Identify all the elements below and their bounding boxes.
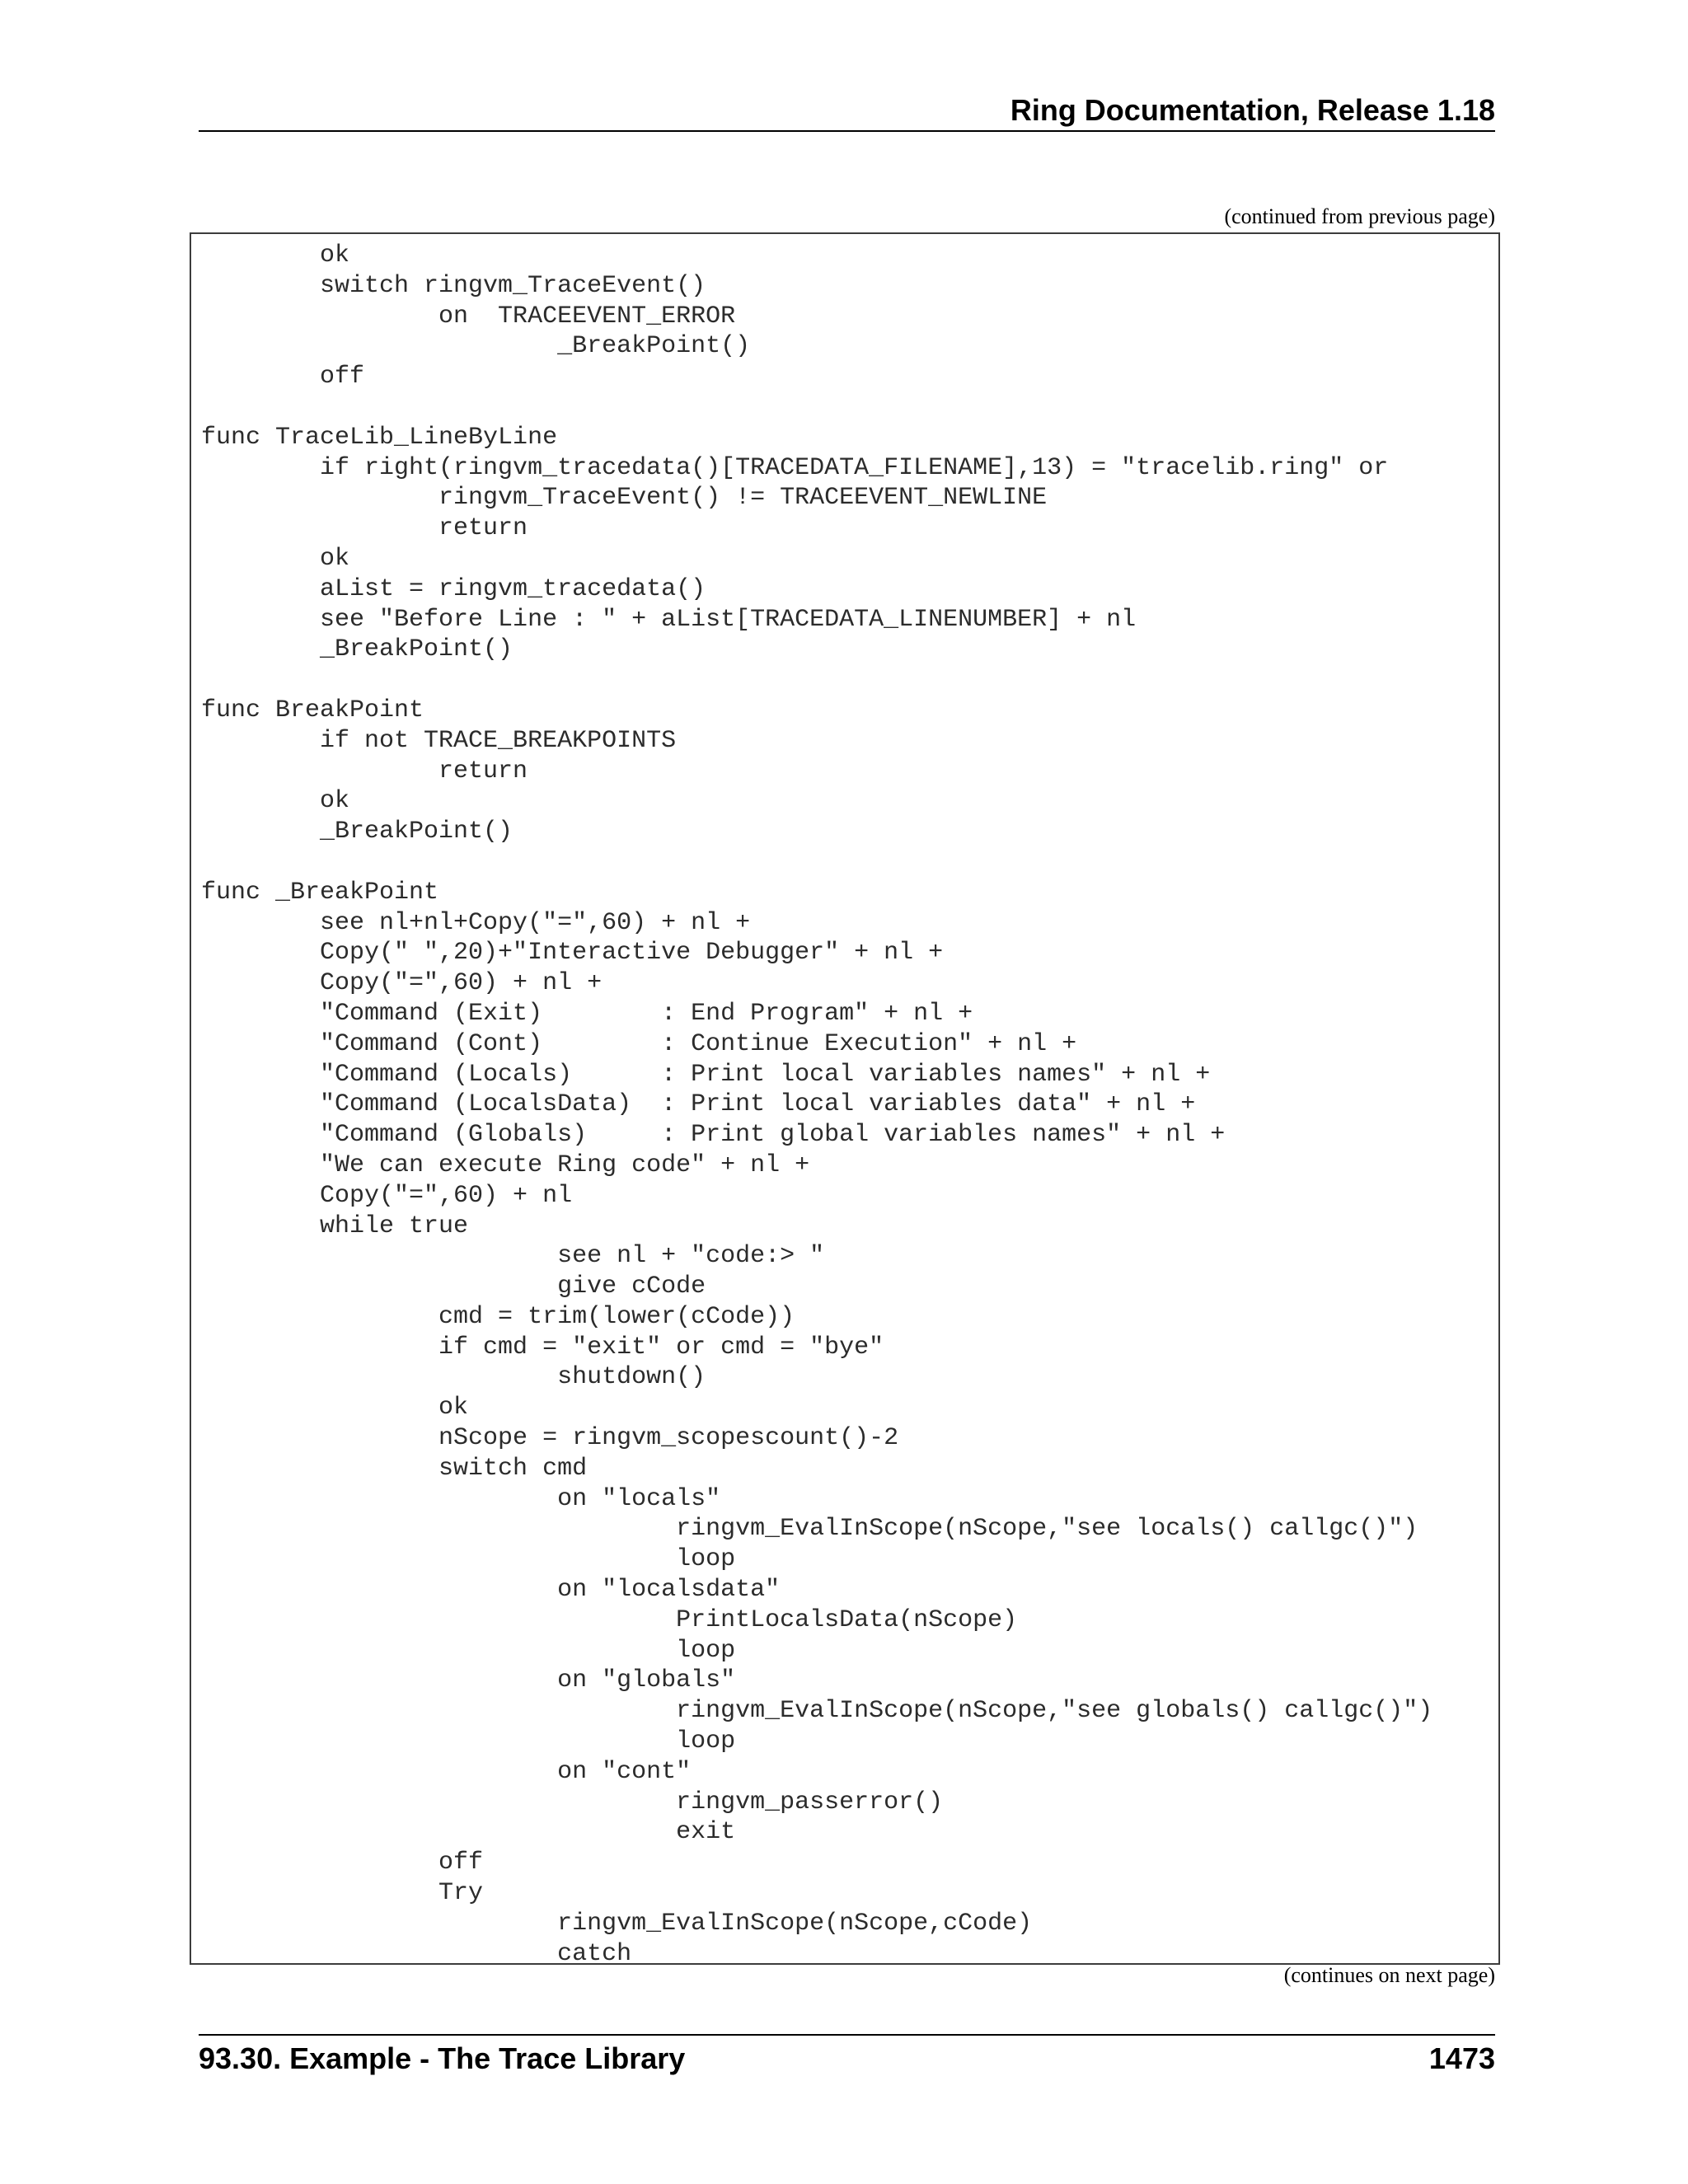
code-line: _BreakPoint()	[201, 818, 513, 846]
code-line: see nl + "code:> "	[201, 1242, 825, 1271]
code-line: "Command (Globals) : Print global variables names" + nl +	[201, 1121, 1226, 1150]
code-line: cmd = trim(lower(cCode))	[201, 1302, 795, 1331]
code-line: switch ringvm_TraceEvent()	[201, 271, 706, 300]
code-line: Try	[201, 1879, 484, 1908]
code-line: on "globals"	[201, 1666, 736, 1695]
code-line: if cmd = "exit" or cmd = "bye"	[201, 1333, 884, 1361]
code-line: loop	[201, 1636, 736, 1665]
code-line: ringvm_EvalInScope(nScope,cCode)	[201, 1909, 1033, 1938]
code-line: if not TRACE_BREAKPOINTS	[201, 726, 677, 755]
code-line: aList = ringvm_tracedata()	[201, 574, 706, 603]
page-number: 1473	[1428, 2041, 1495, 2075]
code-line: ok	[201, 1394, 469, 1422]
code-line: nScope = ringvm_scopescount()-2	[201, 1424, 899, 1453]
code-line: "We can execute Ring code" + nl +	[201, 1151, 810, 1179]
code-line: on "cont"	[201, 1757, 692, 1786]
code-line: see nl+nl+Copy("=",60) + nl +	[201, 908, 751, 937]
code-line: "Command (Exit) : End Program" + nl +	[201, 999, 973, 1028]
code-line	[201, 847, 1432, 878]
code-line: ringvm_TraceEvent() != TRACEEVENT_NEWLINE	[201, 484, 1048, 513]
code-line: PrintLocalsData(nScope)	[201, 1605, 1018, 1634]
code-line: shutdown()	[201, 1363, 706, 1392]
code-line: switch cmd	[201, 1454, 588, 1483]
code-line: off	[201, 1849, 484, 1877]
code-line: Copy("=",60) + nl +	[201, 969, 603, 998]
code-line: loop	[201, 1727, 736, 1756]
code-line: ringvm_EvalInScope(nScope,"see globals() callgc()")	[201, 1697, 1433, 1726]
code-line: off	[201, 363, 365, 391]
code-line: _BreakPoint()	[201, 332, 751, 361]
code-line: if right(ringvm_tracedata()[TRACEDATA_FILENAME],13) = "tracelib.ring" or	[201, 453, 1389, 482]
footer-section-title: 93.30. Example - The Trace Library	[199, 2041, 686, 2075]
code-line: return	[201, 757, 528, 785]
code-line: "Command (LocalsData) : Print local variables data" + nl +	[201, 1090, 1196, 1119]
code-line: on "localsdata"	[201, 1576, 781, 1605]
code-line: func _BreakPoint	[201, 878, 439, 907]
code-line: func BreakPoint	[201, 696, 424, 724]
code-line: ringvm_passerror()	[201, 1788, 944, 1816]
code-line: ok	[201, 241, 350, 269]
code-line: ok	[201, 544, 350, 573]
code-line: func TraceLib_LineByLine	[201, 423, 558, 452]
code-line: ringvm_EvalInScope(nScope,"see locals() callgc()")	[201, 1515, 1418, 1544]
code-line: "Command (Locals) : Print local variables names" + nl +	[201, 1060, 1211, 1089]
continued-from-note: (continued from previous page)	[1224, 204, 1495, 228]
code-line: give cCode	[201, 1272, 706, 1301]
code-line: Copy(" ",20)+"Interactive Debugger" + nl +	[201, 939, 944, 968]
code-line	[201, 392, 1432, 423]
code-line: _BreakPoint()	[201, 635, 513, 664]
page-header-title: Ring Documentation, Release 1.18	[1010, 93, 1495, 127]
code-line: on "locals"	[201, 1484, 721, 1513]
footer-divider	[199, 2034, 1495, 2036]
code-line: while true	[201, 1212, 469, 1240]
code-line	[201, 665, 1432, 696]
code-line: on TRACEEVENT_ERROR	[201, 302, 736, 330]
code-line: exit	[201, 1818, 736, 1847]
code-line: catch	[201, 1939, 632, 1965]
continues-on-note: (continues on next page)	[1283, 1963, 1495, 1987]
code-line: Copy("=",60) + nl	[201, 1181, 573, 1210]
code-line: "Command (Cont) : Continue Execution" + nl +	[201, 1029, 1077, 1058]
code-line: return	[201, 514, 528, 543]
code-listing	[201, 241, 1432, 1965]
code-line: see "Before Line : " + aList[TRACEDATA_LINENUMBER] + nl	[201, 605, 1137, 634]
code-line: ok	[201, 787, 350, 816]
code-block	[190, 232, 1500, 1965]
code-line: loop	[201, 1545, 736, 1574]
header-divider	[199, 130, 1495, 132]
